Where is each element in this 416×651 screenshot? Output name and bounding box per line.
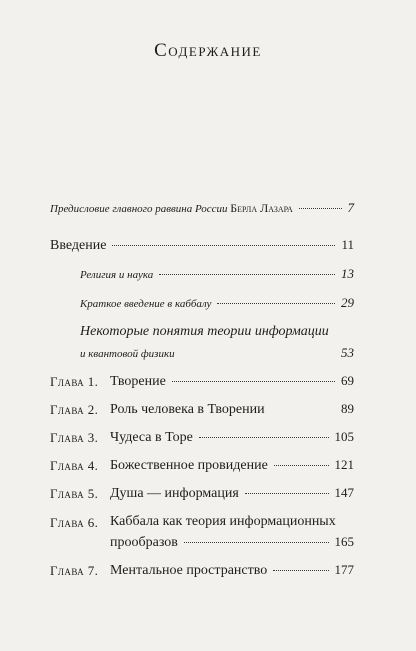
chapter-label: Глава 7. <box>50 563 99 578</box>
toc-entry-chapter[interactable] <box>110 401 354 418</box>
page-number: 7 <box>347 200 354 215</box>
toc-entry-chapter[interactable] <box>110 429 354 446</box>
page-number: 13 <box>341 266 354 281</box>
toc-entry-title: Предисловие главного раввина России Берла Лазара <box>50 201 293 215</box>
chapter-label: Глава 4. <box>50 458 99 473</box>
toc-subentry[interactable] <box>80 345 354 361</box>
page-number: 11 <box>341 237 354 252</box>
toc-entry-title-line1: Каббала как теория информационных <box>110 514 336 529</box>
toc-entry-title: Роль человека в Творении <box>110 402 265 417</box>
page-number: 53 <box>341 345 354 360</box>
page-number: 177 <box>334 562 354 577</box>
page-number: 121 <box>334 457 354 472</box>
page-number: 105 <box>334 429 354 444</box>
page-number: 69 <box>341 373 354 388</box>
toc-entry-intro[interactable] <box>50 237 354 254</box>
toc-entry-title: Творение <box>110 374 166 389</box>
toc-entry-chapter[interactable] <box>110 457 354 474</box>
dot-leader <box>172 381 335 382</box>
page-number: 165 <box>334 534 354 549</box>
toc-entry-title: Краткое введение в каббалу <box>80 298 212 310</box>
toc-entry-chapter[interactable] <box>110 534 354 551</box>
chapter-label: Глава 1. <box>50 374 99 389</box>
toc-entry-title: и квантовой физики <box>80 348 175 360</box>
toc-entry-title: прообразов <box>110 535 178 550</box>
chapter-label: Глава 6. <box>50 515 99 530</box>
chapter-label: Глава 2. <box>50 402 99 417</box>
dot-leader <box>245 493 329 494</box>
toc-entry-title: Божественное провидение <box>110 458 268 473</box>
page-number: 89 <box>341 401 354 416</box>
dot-leader <box>199 437 329 438</box>
toc-subentry-line1: Некоторые понятия теории информации <box>80 324 329 339</box>
toc-entry-preface[interactable] <box>50 200 354 216</box>
toc-entry-chapter[interactable] <box>110 373 354 390</box>
toc-subentry[interactable] <box>80 295 354 311</box>
toc-entry-title: Чудеса в Торе <box>110 430 193 445</box>
toc-entry-title: Ментальное пространство <box>110 563 268 578</box>
toc-entry-title: Религия и наука <box>80 269 154 281</box>
toc-entry-title: Введение <box>50 238 107 253</box>
dot-leader <box>184 542 329 543</box>
page-number: 147 <box>334 485 354 500</box>
dot-leader <box>159 274 335 275</box>
chapter-label: Глава 5. <box>50 486 99 501</box>
page-title: Содержание <box>154 40 262 61</box>
toc-subentry[interactable] <box>80 266 354 282</box>
dot-leader <box>112 245 335 246</box>
toc-entry-chapter[interactable] <box>110 485 354 502</box>
page-number: 29 <box>341 295 354 310</box>
dot-leader <box>217 303 335 304</box>
toc-entry-title: Душа — информация <box>110 486 239 501</box>
toc-entry-chapter[interactable] <box>110 562 354 579</box>
dot-leader <box>273 570 328 571</box>
chapter-label: Глава 3. <box>50 430 99 445</box>
dot-leader <box>274 465 329 466</box>
dot-leader <box>299 208 342 209</box>
